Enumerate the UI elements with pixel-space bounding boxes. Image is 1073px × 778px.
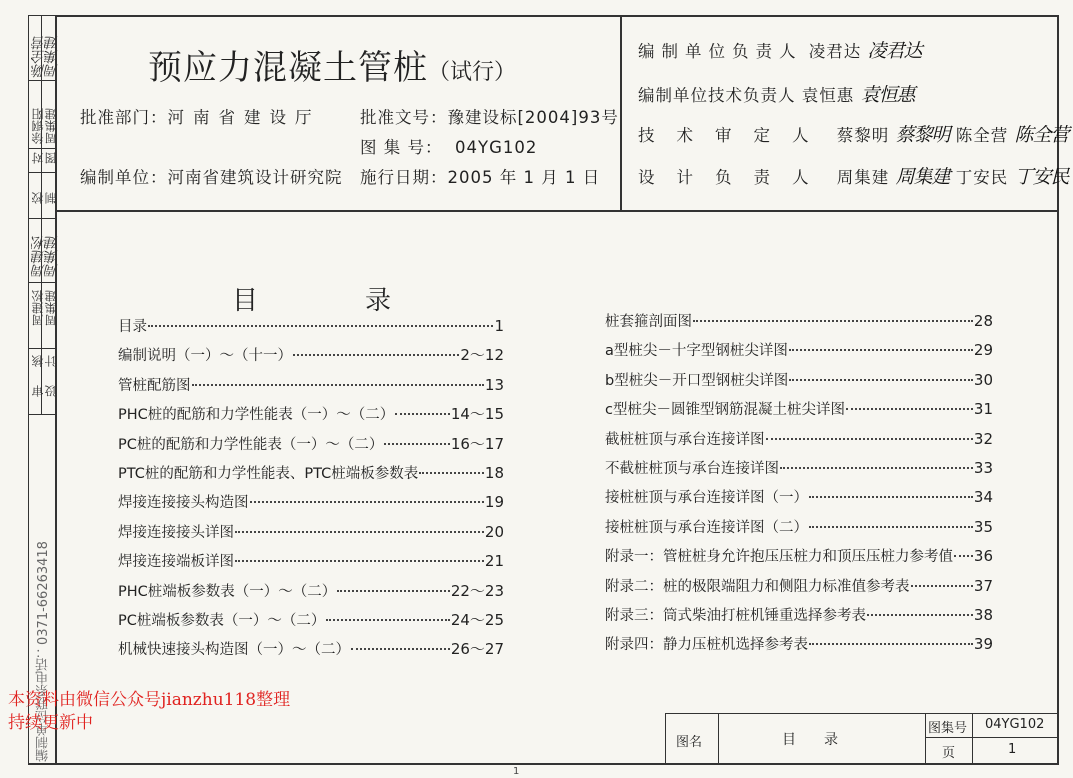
toc-leader-dots: [693, 320, 973, 322]
toc-item[interactable]: [605, 486, 993, 515]
strip-label-shen: 审: [31, 385, 45, 397]
role-label: 技术审定人: [638, 126, 831, 145]
toc-item[interactable]: [605, 633, 993, 662]
tb-div-1: [718, 713, 719, 764]
strip-top-line: [28, 15, 56, 16]
atlas-number: [360, 134, 537, 158]
tb-atlas-value: 04YG102: [985, 717, 1045, 732]
main-title-suffix: （试行）: [428, 60, 517, 85]
toc-item-page: 24～25: [450, 610, 504, 629]
compiler-label: 编制单位：: [80, 168, 168, 187]
toc-item[interactable]: [605, 310, 993, 339]
toc-item[interactable]: [118, 462, 504, 491]
person-signature: 凌君达: [867, 40, 922, 62]
toc-item-title: a型桩尖－十字型钢桩尖详图: [605, 343, 788, 360]
effective-date-value: 2005 年 1 月 1 日: [447, 168, 601, 187]
toc-item-page: 22～23: [450, 581, 504, 600]
toc-right-list: [605, 310, 993, 663]
toc-leader-dots: [235, 531, 484, 533]
toc-item-page: 13: [484, 375, 504, 394]
toc-item[interactable]: [118, 609, 504, 638]
strip-signature-mid-2: 周集建: [44, 236, 60, 278]
strip-label-tu: 图: [44, 152, 58, 164]
toc-item[interactable]: [605, 545, 993, 574]
toc-leader-dots: [809, 526, 973, 528]
toc-item-page: 34: [973, 488, 993, 507]
toc-item-title: 附录二：桩的极限端阻力和侧阻力标准值参考表: [605, 578, 910, 595]
person-signature: 陈全营: [1014, 124, 1069, 146]
approval-doc: [360, 104, 619, 128]
toc-item[interactable]: [118, 491, 504, 520]
toc-item[interactable]: [118, 433, 504, 462]
toc-leader-dots: [809, 643, 973, 645]
tb-name-label: 图名: [676, 735, 703, 750]
tb-mid-line: [925, 737, 1059, 738]
toc-item-title: PHC桩端板参数表（一）～（二）: [118, 583, 337, 600]
strip-bottom-line: [28, 414, 56, 415]
person-name: 周集建: [836, 168, 890, 187]
approval-dept-label: 批准部门：: [80, 108, 168, 127]
strip-label-he: 核: [31, 355, 45, 367]
strip-label-dui: 对: [31, 152, 45, 164]
person-name: 凌君达: [808, 42, 862, 61]
person-signature: 蔡黎明: [895, 124, 950, 146]
strip-divider-4: [28, 218, 56, 219]
toc-item[interactable]: [118, 374, 504, 403]
toc-item-page: 38: [973, 605, 993, 624]
compiler: [80, 164, 343, 188]
person-signature: 丁安民: [1014, 166, 1069, 188]
role-label: 编制单位技术负责人: [638, 86, 796, 105]
toc-leader-dots: [326, 619, 449, 621]
toc-item-title: 焊接连接端板详图: [118, 554, 234, 571]
toc-item-title: PC桩的配筋和力学性能表（一）～（二）: [118, 436, 384, 453]
main-title: [148, 40, 516, 89]
toc-item-page: 29: [973, 341, 993, 360]
frame-bottom-line: [28, 763, 1059, 765]
person-signature: 周集建: [895, 166, 950, 188]
tb-top-line: [665, 713, 1059, 714]
toc-item-title: 接桩桩顶与承台连接详图（一）: [605, 490, 808, 507]
toc-leader-dots: [766, 438, 973, 440]
toc-leader-dots: [789, 379, 973, 381]
toc-item-title: 不截桩桩顶与承台连接详图: [605, 460, 779, 477]
role-label: 编制单位负责人: [638, 42, 803, 61]
toc-leader-dots: [911, 585, 973, 587]
toc-item-page: 31: [973, 400, 993, 419]
atlas-number-label: 图 集 号：: [360, 138, 443, 157]
toc-item-page: 21: [484, 552, 504, 571]
header-bottom-line: [55, 210, 1059, 212]
toc-item-title: c型桩尖－圆锥型钢筋混凝土桩尖详图: [605, 402, 845, 419]
toc-item-title: 焊接连接接头详图: [118, 524, 234, 541]
toc-leader-dots: [867, 614, 973, 616]
toc-item-page: 16～17: [450, 434, 504, 453]
toc-leader-dots: [192, 384, 484, 386]
effective-date-label: 施行日期：: [360, 168, 448, 187]
toc-item[interactable]: [605, 369, 993, 398]
toc-item[interactable]: [118, 403, 504, 432]
strip-divider-5: [28, 282, 56, 283]
tb-div-3: [972, 713, 973, 764]
approval-doc-label: 批准文号：: [360, 108, 448, 127]
toc-item[interactable]: [118, 638, 504, 667]
toc-item-page: 26～27: [450, 640, 504, 659]
toc-leader-dots: [954, 555, 973, 557]
toc-item[interactable]: [605, 457, 993, 486]
toc-leader-dots: [351, 648, 450, 650]
toc-item[interactable]: [605, 428, 993, 457]
role-row-2: [638, 80, 915, 107]
watermark-line-1: 本资料由微信公众号jianzhu118整理: [8, 690, 291, 710]
role-label: 设计负责人: [638, 168, 831, 187]
toc-item-page: 2～12: [460, 346, 504, 365]
toc-item-page: 14～15: [450, 405, 504, 424]
strip-label-she: 设: [44, 385, 58, 397]
strip-label-ji: 计: [44, 355, 58, 367]
toc-item-title: 附录三：筒式柴油打桩机锤重选择参考表: [605, 607, 866, 624]
toc-item-page: 32: [973, 429, 993, 448]
toc-leader-dots: [809, 496, 973, 498]
toc-item[interactable]: [605, 516, 993, 545]
tb-page-value: 1: [1008, 742, 1017, 757]
strip-label-zhi: 制: [44, 192, 58, 204]
toc-leader-dots: [780, 467, 973, 469]
strip-signature-mid-1: 周建松: [31, 236, 47, 278]
role-row-1: [638, 36, 922, 63]
toc-item[interactable]: [118, 521, 504, 550]
toc-item-title: PC桩端板参数表（一）～（二）: [118, 612, 326, 629]
toc-heading-2: 录: [365, 286, 392, 316]
toc-item-page: 35: [973, 517, 993, 536]
toc-item-title: 管桩配筋图: [118, 377, 191, 394]
toc-item-title: 焊接连接接头构造图: [118, 495, 249, 512]
toc-left-list: [118, 315, 504, 668]
watermark-line-2: 持续更新中: [8, 713, 93, 733]
strip-name-2: 周集建: [44, 108, 58, 144]
toc-item[interactable]: [118, 550, 504, 579]
person-name: 袁恒惠: [801, 86, 855, 105]
toc-item[interactable]: [605, 398, 993, 427]
toc-leader-dots: [789, 349, 973, 351]
toc-leader-dots: [384, 443, 449, 445]
toc-item-page: 33: [973, 458, 993, 477]
strip-name-4: 周集建: [44, 290, 58, 326]
strip-divider-3: [28, 172, 56, 173]
strip-divider-6: [28, 348, 56, 349]
person-signature: 袁恒惠: [860, 84, 915, 106]
toc-item-title: b型桩尖－开口型钢桩尖详图: [605, 372, 789, 389]
toc-leader-dots: [293, 354, 459, 356]
toc-item-page: 19: [484, 493, 504, 512]
role-row-4: [638, 162, 1069, 189]
toc-item[interactable]: [605, 604, 993, 633]
toc-leader-dots: [337, 590, 450, 592]
toc-item-page: 36: [973, 547, 993, 566]
frame-top-line: [55, 15, 1059, 17]
toc-leader-dots: [148, 325, 493, 327]
compiler-value: 河南省建筑设计研究院: [167, 168, 343, 187]
toc-item-title: 机械快速接头构造图（一）～（二）: [118, 642, 350, 659]
strip-divider-2: [28, 148, 56, 149]
toc-item[interactable]: [118, 315, 504, 344]
toc-item-page: 18: [484, 463, 504, 482]
tb-name-value: 目 录: [782, 732, 838, 748]
toc-item-title: 附录四：静力压桩机选择参考表: [605, 637, 808, 654]
toc-heading-1: 目: [232, 286, 259, 316]
atlas-number-value: 04YG102: [455, 138, 538, 157]
toc-leader-dots: [395, 413, 450, 415]
bottom-page-number: 1: [513, 766, 520, 777]
strip-label-jiao: 校: [31, 192, 45, 204]
strip-divider-1: [28, 80, 56, 81]
toc-item-page: 1: [494, 317, 504, 335]
header-divider-line: [620, 15, 622, 211]
toc-item-title: PTC桩的配筋和力学性能表、PTC桩端板参数表: [118, 465, 419, 482]
toc-item-page: 37: [973, 576, 993, 595]
toc-item-title: 编制说明（一）～（十一）: [118, 348, 292, 365]
strip-signature-top-2: 周集建: [44, 36, 60, 78]
approval-doc-value: 豫建设标[2004]93号: [447, 108, 619, 127]
approval-dept-value: 河南省建设厅: [167, 108, 321, 127]
toc-item-page: 39: [973, 635, 993, 654]
role-row-3: [638, 120, 1069, 147]
person-name: 蔡黎明: [836, 126, 890, 145]
person-name: 陈全营: [955, 126, 1009, 145]
toc-leader-dots: [419, 472, 484, 474]
toc-leader-dots: [235, 560, 484, 562]
person-name: 丁安民: [955, 168, 1009, 187]
toc-item[interactable]: [118, 580, 504, 609]
toc-item-title: 截桩桩顶与承台连接详图: [605, 431, 765, 448]
toc-item-page: 20: [484, 522, 504, 541]
toc-item-title: 接桩桩顶与承台连接详图（二）: [605, 519, 808, 536]
effective-date: [360, 164, 600, 188]
tb-left-line: [665, 713, 666, 764]
contact-phone: 编制单位联系电话：0371-66263418: [36, 541, 51, 762]
toc-leader-dots: [846, 408, 973, 410]
toc-item-title: 目录: [118, 319, 147, 335]
toc-item-title: 附录一：管桩桩身允许抱压压桩力和顶压压桩力参考值: [605, 549, 953, 566]
tb-div-2: [925, 713, 926, 764]
toc-item-title: PHC桩的配筋和力学性能表（一）～（二）: [118, 407, 395, 424]
tb-atlas-label: 图集号: [928, 721, 968, 736]
toc-leader-dots: [250, 501, 484, 503]
toc-item-page: 30: [973, 370, 993, 389]
strip-name-3: 周建松: [31, 290, 45, 326]
strip-signature-top-1: 陈全营: [31, 36, 47, 78]
approval-dept: [80, 104, 321, 128]
toc-item[interactable]: [605, 575, 993, 604]
toc-item[interactable]: [605, 339, 993, 368]
toc-item[interactable]: [118, 344, 504, 373]
main-title-text: 预应力混凝土管桩: [148, 48, 428, 88]
strip-name-1: 徐钢阳: [31, 108, 45, 144]
tb-page-label: 页: [942, 746, 956, 761]
toc-item-page: 28: [973, 312, 993, 330]
toc-item-title: 桩套箍剖面图: [605, 314, 692, 330]
